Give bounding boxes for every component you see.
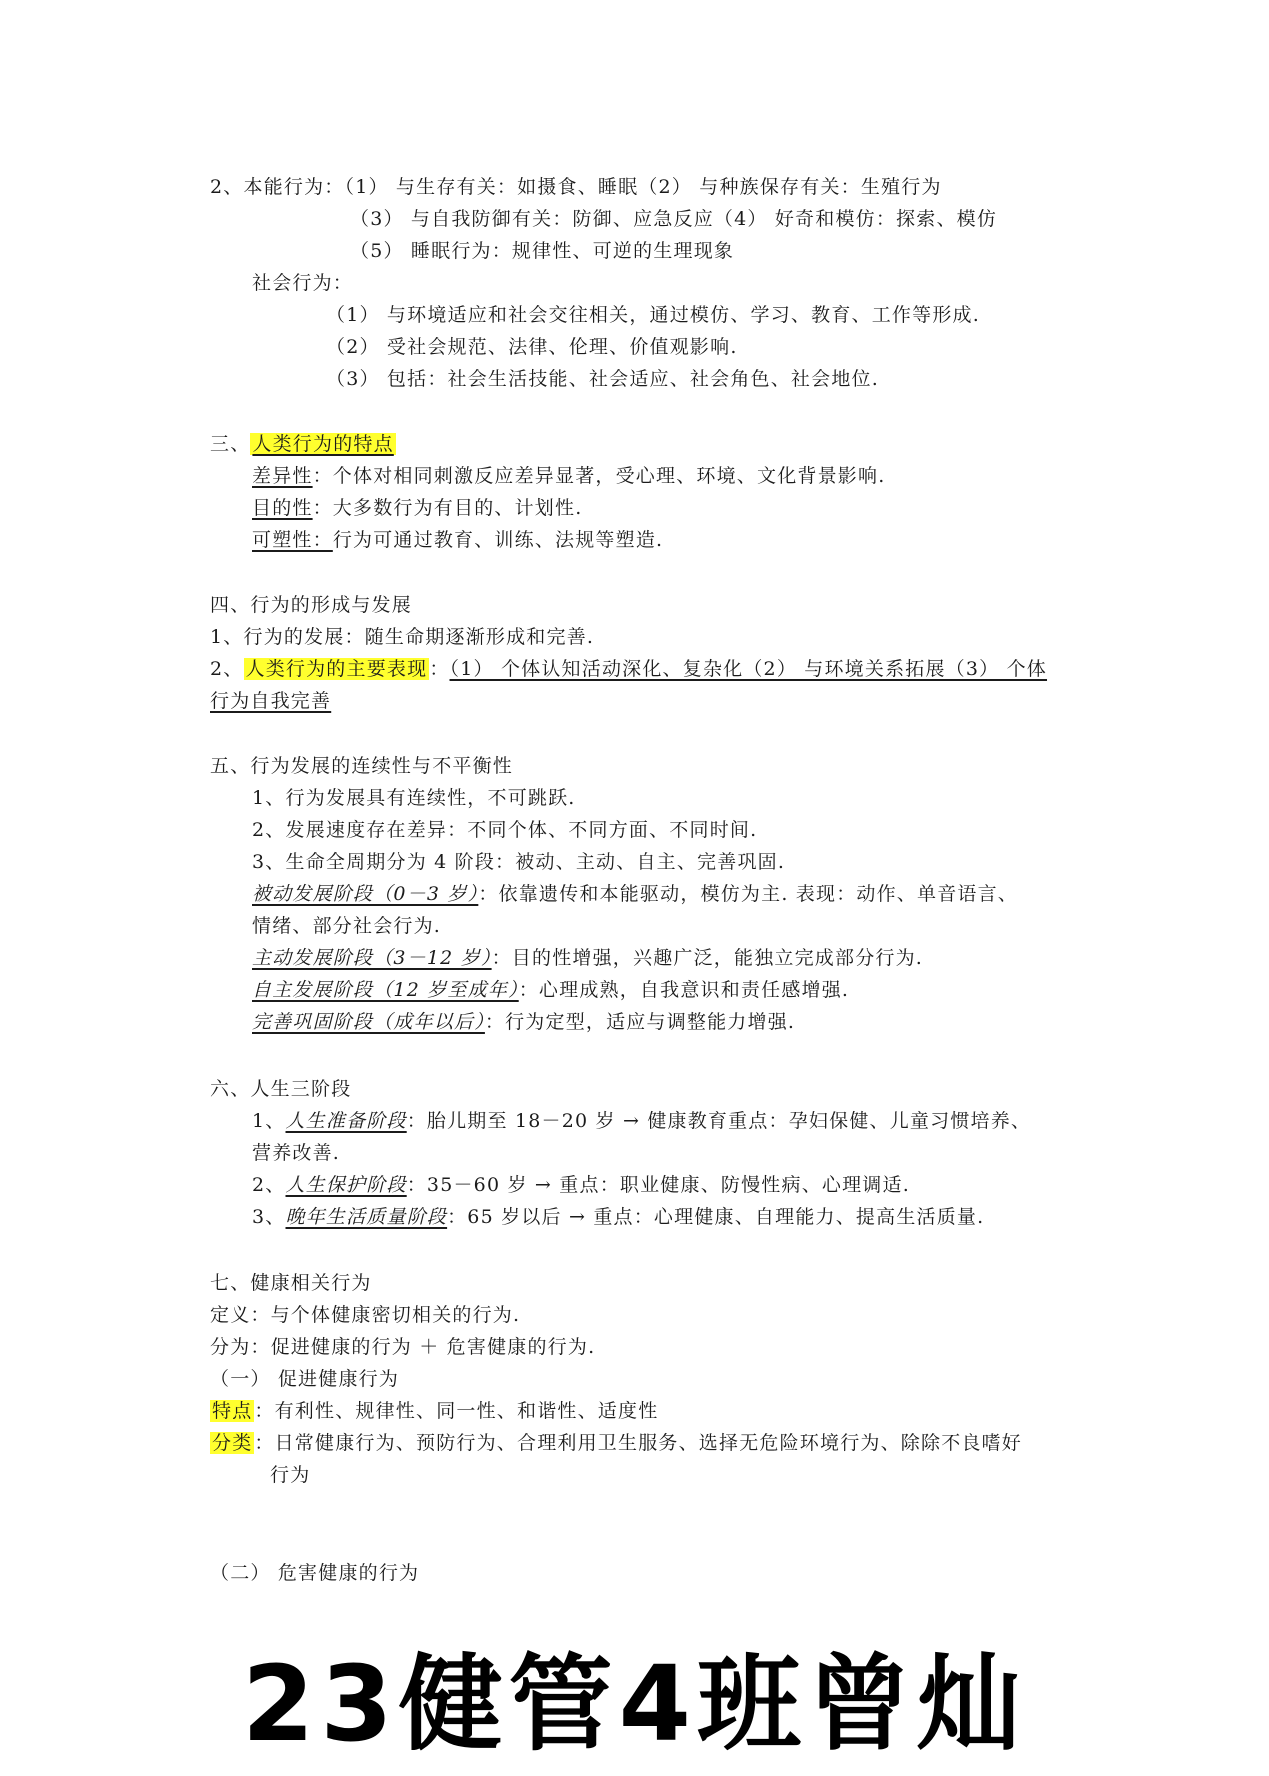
line-social-behavior: 社会行为： xyxy=(252,272,354,294)
term-preparation-stage: 人生准备阶段 xyxy=(285,1110,407,1132)
line-definition: 定义：与个体健康密切相关的行为. xyxy=(210,1304,521,1326)
subsection-health-promoting: （一） 促进健康行为 xyxy=(210,1368,400,1390)
manifestations-list: （1） 个体认知活动深化、复杂化（2） 与环境关系拓展（3） 个体 xyxy=(449,658,1048,680)
line-difference xyxy=(252,463,885,489)
line-social-3: （3） 包括：社会生活技能、社会适应、社会角色、社会地位. xyxy=(326,368,879,390)
features-highlight: 特点 xyxy=(212,1400,253,1422)
term-active-stage: 主动发展阶段（3－12 岁） xyxy=(252,947,492,969)
protection-prefix: 2、 xyxy=(252,1174,286,1196)
text-passive-stage: ：依靠遗传和本能驱动，模仿为主. 表现：动作、单音语言、 xyxy=(478,883,1019,905)
line-instinct-5: （5） 睡眠行为：规律性、可逆的生理现象 xyxy=(350,240,735,262)
text-purpose: ：大多数行为有目的、计划性. xyxy=(312,497,583,519)
section-5-heading: 五、行为发展的连续性与不平衡性 xyxy=(210,755,514,777)
line-passive-stage xyxy=(252,881,1018,907)
section-3-heading xyxy=(210,431,396,457)
features-text: ：有利性、规律性、同一性、和谐性、适度性 xyxy=(254,1400,659,1422)
classification-text: ：日常健康行为、预防行为、合理利用卫生服务、选择无危险环境行为、除除不良嗜好 xyxy=(254,1432,1023,1454)
term-consolidation-stage: 完善巩固阶段（成年以后） xyxy=(252,1011,485,1033)
term-difference: 差异性 xyxy=(252,465,313,487)
line-four-stages: 3、生命全周期分为 4 阶段：被动、主动、自主、完善巩固. xyxy=(252,851,786,873)
manifestations-highlight: 人类行为的主要表现 xyxy=(245,658,428,680)
line-classification-cont: 行为 xyxy=(270,1464,311,1486)
line-consolidation-stage xyxy=(252,1009,795,1035)
section-3-prefix: 三、 xyxy=(210,433,251,455)
line-preparation-cont: 营养改善. xyxy=(252,1142,341,1164)
subsection-health-harming: （二） 危害健康的行为 xyxy=(210,1562,420,1584)
term-autonomous-stage: 自主发展阶段（12 岁至成年） xyxy=(252,979,519,1001)
text-consolidation-stage: ：行为定型，适应与调整能力增强. xyxy=(484,1011,796,1033)
section-7-heading: 七、健康相关行为 xyxy=(210,1272,372,1294)
preparation-prefix: 1、 xyxy=(252,1110,286,1132)
line-instinct-3-4: （3） 与自我防御有关：防御、应急反应（4） 好奇和模仿：探索、模仿 xyxy=(350,208,998,230)
late-life-prefix: 3、 xyxy=(252,1206,286,1228)
manifestations-prefix: 2、 xyxy=(210,658,244,680)
section-3-title-highlight: 人类行为的特点 xyxy=(252,433,394,455)
manifestations-colon: ： xyxy=(429,658,450,680)
text-preparation-stage: ：胎儿期至 18－20 岁 → 健康教育重点：孕妇保健、儿童习惯培养、 xyxy=(406,1110,1032,1132)
classification-highlight: 分类 xyxy=(212,1432,253,1454)
line-features xyxy=(210,1398,658,1424)
line-instinct-behavior: 2、本能行为：（1） 与生存有关：如摄食、睡眠（2） 与种族保存有关：生殖行为 xyxy=(210,176,942,198)
line-development: 1、行为的发展：随生命期逐渐形成和完善. xyxy=(210,626,595,648)
line-plasticity xyxy=(252,527,663,553)
line-active-stage xyxy=(252,945,923,971)
line-social-1: （1） 与环境适应和社会交往相关，通过模仿、学习、教育、工作等形成. xyxy=(326,304,980,326)
line-speed-difference: 2、发展速度存在差异：不同个体、不同方面、不同时间. xyxy=(252,819,758,841)
line-classification xyxy=(210,1430,1022,1456)
section-4-heading: 四、行为的形成与发展 xyxy=(210,594,413,616)
author-class-stamp: 23健管4班曾灿 xyxy=(241,1643,1028,1765)
line-purpose xyxy=(252,495,582,521)
line-preparation-stage xyxy=(252,1108,1031,1134)
line-continuity: 1、行为发展具有连续性，不可跳跃. xyxy=(252,787,576,809)
text-late-life-stage: ：65 岁以后 → 重点：心理健康、自理能力、提高生活质量. xyxy=(447,1206,985,1228)
line-passive-stage-cont: 情绪、部分社会行为. xyxy=(252,915,442,937)
text-protection-stage: ：35－60 岁 → 重点：职业健康、防慢性病、心理调适. xyxy=(406,1174,910,1196)
line-self-perfection: 行为自我完善 xyxy=(210,690,332,712)
line-social-2: （2） 受社会规范、法律、伦理、价值观影响. xyxy=(326,336,738,358)
term-protection-stage: 人生保护阶段 xyxy=(285,1174,407,1196)
text-autonomous-stage: ：心理成熟，自我意识和责任感增强. xyxy=(518,979,850,1001)
line-autonomous-stage xyxy=(252,977,849,1003)
text-difference: ：个体对相同刺激反应差异显著，受心理、环境、文化背景影响. xyxy=(312,465,886,487)
line-late-life-stage xyxy=(252,1204,984,1230)
section-6-heading: 六、人生三阶段 xyxy=(210,1078,352,1100)
term-late-life-stage: 晚年生活质量阶段 xyxy=(285,1206,448,1228)
term-purpose: 目的性 xyxy=(252,497,313,519)
term-passive-stage: 被动发展阶段（0－3 岁） xyxy=(252,883,479,905)
line-main-manifestations xyxy=(210,656,1047,682)
line-protection-stage xyxy=(252,1172,910,1198)
text-active-stage: ：目的性增强，兴趣广泛，能独立完成部分行为. xyxy=(491,947,924,969)
text-plasticity: 行为可通过教育、训练、法规等塑造. xyxy=(332,529,664,551)
term-plasticity: 可塑性： xyxy=(252,529,333,551)
line-division: 分为：促进健康的行为 ＋ 危害健康的行为. xyxy=(210,1336,596,1358)
